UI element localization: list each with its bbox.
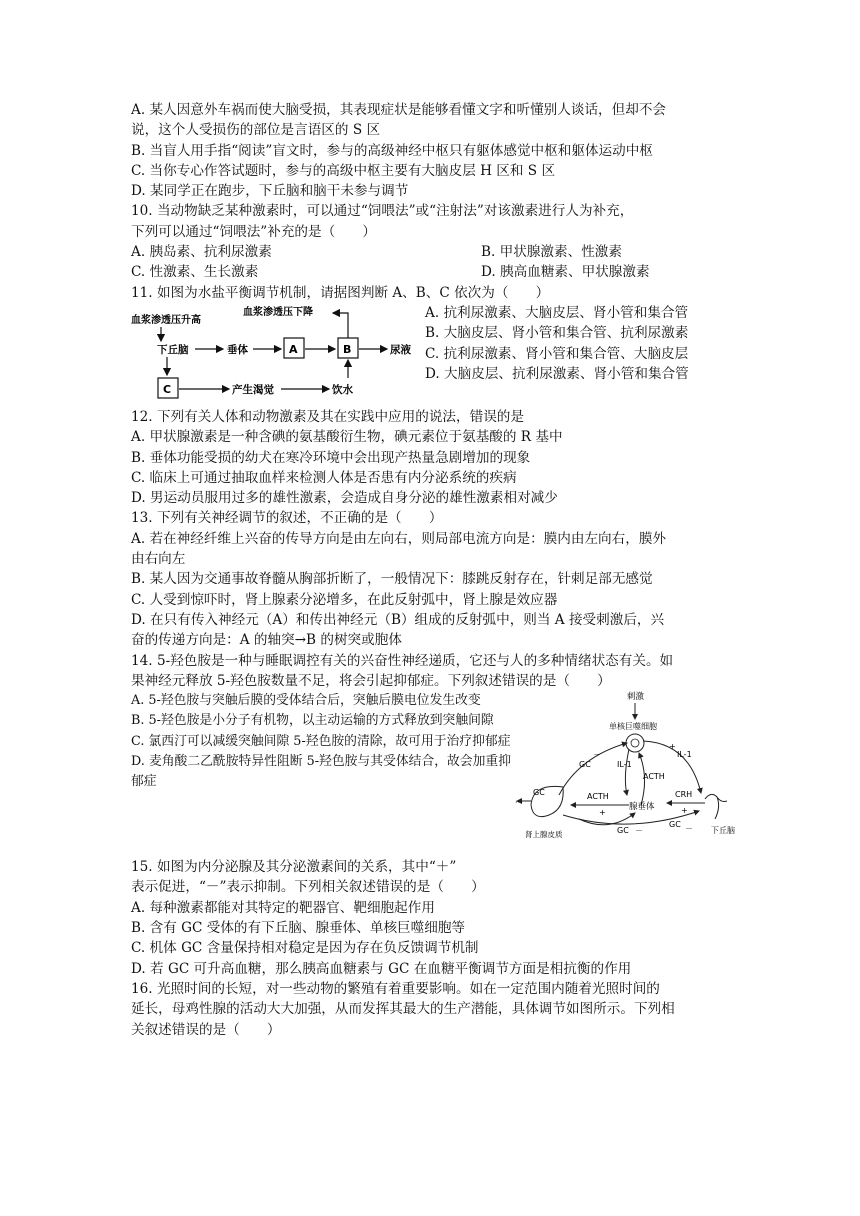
node-pituitary: 垂体 (227, 343, 248, 356)
q14-option-b: B. 5-羟色胺是小分子有机物，以主动运输的方式释放到突触间隙 (131, 713, 494, 729)
node-plasma-high: 血浆渗透压升高 (131, 314, 201, 326)
q14-block (131, 691, 735, 857)
q10-option-d: D. 胰高血糖素、甲状腺激素 (481, 264, 650, 281)
q9-option-a-line1: A. 某人因意外车祸而使大脑受损，其表现症状是能够看懂文字和听懂别人谈话，但却不会 (131, 102, 667, 118)
label-gc-bottom-right: GC (669, 820, 681, 830)
q13-stem: 13. 下列有关神经调节的叙述，不正确的是（ ） (131, 510, 443, 527)
q12-stem: 12. 下列有关人体和动物激素及其在实践中应用的说法，错误的是 (131, 408, 524, 425)
label-pituitary: 腺垂体 (629, 802, 655, 813)
q10-stem-line1: 10. 当动物缺乏某种激素时，可以通过“饲喂法”或“注射法”对该激素进行人为补充， (131, 203, 634, 220)
label-il1-right: IL-1 (677, 750, 692, 760)
q16-stem-line3: 关叙述错误的是（ ） (131, 1021, 281, 1038)
svg-text:+: + (681, 806, 688, 816)
q11-option-d: D. 大脑皮层、抗利尿激素、肾小管和集合管 (425, 365, 689, 382)
water-salt-diagram (131, 305, 421, 401)
q14-options (131, 691, 513, 792)
q14-stem-line1: 14. 5-羟色胺是一种与睡眠调控有关的兴奋性神经递质，它还与人的多种情绪状态有关。如 (131, 652, 674, 669)
q13-option-c: C. 人受到惊吓时，肾上腺素分泌增多，在此反射弧中，肾上腺是效应器 (131, 591, 558, 608)
label-stimulus: 刺激 (627, 692, 645, 703)
q11-option-a: A. 抗利尿激素、大脑皮层、肾小管和集合管 (425, 304, 689, 321)
endocrine-diagram (515, 687, 755, 847)
node-hypothalamus: 下丘脑 (157, 343, 189, 356)
node-drink: 饮水 (332, 383, 353, 396)
q9-option-c: C. 当你专心作答试题时，参与的高级中枢主要有大脑皮层 H 区和 S 区 (131, 162, 556, 179)
box-b-label: B (343, 342, 352, 356)
label-hypothalamus: 下丘脑 (711, 826, 735, 836)
svg-text:－: － (685, 824, 693, 834)
svg-text:+: + (669, 742, 676, 752)
q11-options (425, 303, 689, 384)
q15-option-d: D. 若 GC 可升高血糖，那么胰高血糖素与 GC 在血糖平衡调节方面是相抗衡的作用 (131, 960, 632, 977)
label-dots: ··· (515, 798, 523, 808)
q11-stem: 11. 如图为水盐平衡调节机制，请据图判断 A、B、C 依次为（ ） (131, 284, 550, 301)
box-c-label: C (163, 382, 172, 396)
q12-option-b: B. 垂体功能受损的幼犬在寒冷环境中会出现产热量急剧增加的现象 (131, 449, 531, 466)
label-gc-bottom: GC (617, 826, 629, 836)
q16-stem-line2: 延长，母鸡性腺的活动大大加强，从而发挥其最大的生产潜能，具体调节如图所示。下列相 (131, 1001, 675, 1018)
q10-options-row2 (131, 262, 731, 282)
q15-option-a: A. 每种激素都能对其特定的靶器官、靶细胞起作用 (131, 899, 435, 916)
q14-stem-line2: 果神经元释放 5-羟色胺数量不足，将会引起抑郁症。下列叙述错误的是（ ） (131, 672, 611, 689)
q13-option-b: B. 某人因为交通事故脊髓从胸部折断了，一般情况下：膝跳反射存在，针刺足部无感觉 (131, 571, 653, 588)
label-il1-left: IL-1 (617, 760, 632, 770)
q14-option-c: C. 氯西汀可以减缓突触间隙 5-羟色胺的清除，故可用于治疗抑郁症 (131, 733, 511, 749)
q11-block (131, 303, 731, 407)
q13-option-d-line1: D. 在只有传入神经元（A）和传出神经元（B）组成的反射弧中，则当 A 接受刺激后，兴 (131, 611, 665, 628)
q13-option-a-line1: A. 若在神经纤维上兴奋的传导方向是由左向右，则局部电流方向是：膜内由左向右，膜外 (131, 530, 667, 547)
q15-option-b: B. 含有 GC 受体的有下丘脑、腺垂体、单核巨噬细胞等 (131, 920, 466, 937)
q12-option-d: D. 男运动员服用过多的雄性激素，会造成自身分泌的雄性激素相对减少 (131, 490, 558, 507)
svg-text:－: － (593, 750, 601, 760)
svg-text:－: － (635, 826, 643, 836)
q16-stem-line1: 16. 光照时间的长短，对一些动物的繁殖有着重要影响。如在一定范围内随着光照时间的 (131, 980, 660, 997)
q11-option-b: B. 大脑皮层、肾小管和集合管、抗利尿激素 (425, 325, 689, 342)
label-gc-top: GC (579, 760, 591, 770)
q10-option-b: B. 甲状腺激素、性激素 (481, 244, 622, 261)
q13-option-a-line2: 由右向左 (131, 551, 186, 568)
q15-option-c: C. 机体 GC 含量保持相对稳定是因为存在负反馈调节机制 (131, 940, 479, 957)
q15-stem-line1: 15. 如图为内分泌腺及其分泌激素间的关系，其中“＋” (131, 859, 457, 876)
label-acth-left: ACTH (587, 792, 609, 802)
q12-option-c: C. 临床上可通过抽取血样来检测人体是否患有内分泌系统的疾病 (131, 469, 517, 486)
label-gc-out: GC (533, 788, 545, 798)
label-monocyte: 单核巨噬细胞 (609, 722, 657, 732)
svg-text:+: + (599, 808, 606, 818)
q9-option-a-line2: 说，这个人受损伤的部位是言语区的 S 区 (131, 122, 381, 139)
q10-option-c: C. 性激素、生长激素 (131, 264, 259, 281)
node-thirst: 产生渴觉 (232, 383, 274, 396)
label-crh: CRH (675, 790, 693, 800)
q11-option-c: C. 抗利尿激素、肾小管和集合管、大脑皮层 (425, 345, 689, 362)
q15-stem-line2: 表示促进，“－”表示抑制。下列相关叙述错误的是（ ） (131, 879, 485, 896)
hypothalamus-icon (705, 795, 727, 820)
q9-option-d: D. 某同学正在跑步，下丘脑和脑干未参与调节 (131, 183, 409, 200)
question-page (131, 100, 735, 1040)
label-acth-inner: ACTH (643, 772, 665, 782)
node-plasma-low: 血浆渗透压下降 (243, 306, 313, 318)
q13-option-d-line2: 奋的传递方向是：A 的轴突→B 的树突或胞体 (131, 632, 402, 649)
q12-option-a: A. 甲状腺激素是一种含碘的氨基酸衍生物，碘元素位于氨基酸的 R 基中 (131, 429, 563, 446)
box-a-label: A (289, 342, 298, 356)
q9-option-b: B. 当盲人用手指“阅读”盲文时，参与的高级神经中枢只有躯体感觉中枢和躯体运动中枢 (131, 142, 653, 159)
node-urine: 尿液 (390, 343, 411, 356)
q10-stem-line2: 下列可以通过“饲喂法”补充的是（ ） (131, 223, 376, 240)
q14-option-d: D. 麦角酸二乙酰胺特异性阻断 5-羟色胺与其受体结合，故会加重抑郁症 (131, 754, 511, 790)
q10-option-a: A. 胰岛素、抗利尿激素 (131, 244, 272, 261)
q10-options-row1 (131, 242, 731, 262)
q14-option-a: A. 5-羟色胺与突触后膜的受体结合后，突触后膜电位发生改变 (131, 693, 481, 709)
label-adrenal: 肾上腺皮质 (525, 830, 563, 840)
